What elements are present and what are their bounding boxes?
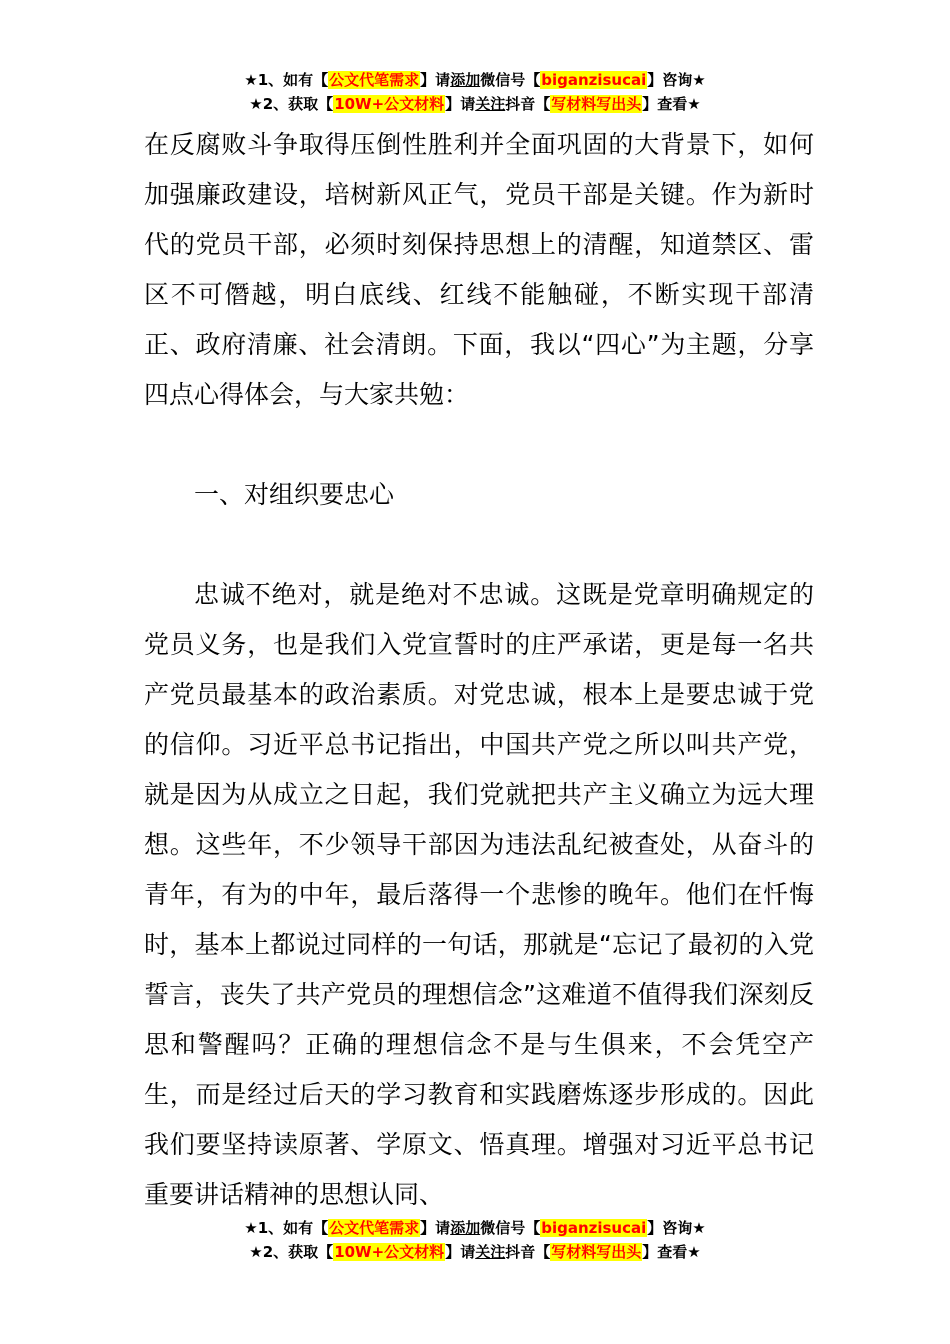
banner-highlight: biganzisucai — [541, 71, 647, 89]
banner-text: 】咨询★ — [647, 71, 706, 89]
banner-text: ★1、如有【 — [244, 1219, 329, 1237]
intro-paragraph: 在反腐败斗争取得压倒性胜利并全面巩固的大背景下，如何加强廉政建设，培树新风正气，党员干部是关键。作为新时代的党员干部，必须时刻保持思想上的清醒，知道禁区、雷区不可僭越，明白底线、红线不能触碰，不断实现干部清正、政府清廉、社会清朗。下面，我以“四心”为主题，分享四点心得体会，与大家共勉： — [144, 130, 814, 409]
banner-line-1 — [0, 1216, 950, 1240]
banner-highlight: 公文代笔需求 — [329, 1219, 420, 1237]
banner-highlight: 10W+公文材料 — [334, 95, 445, 113]
section-heading: 一、对组织要忠心 — [194, 480, 395, 509]
banner-text: 微信号【 — [480, 1219, 541, 1237]
banner-line-2 — [0, 1240, 950, 1264]
banner-text: 抖音【 — [505, 95, 551, 113]
banner-text: 】查看★ — [642, 1243, 701, 1261]
banner-line-2 — [0, 92, 950, 116]
section-paragraph: 忠诚不绝对，就是绝对不忠诚。这既是党章明确规定的党员义务，也是我们入党宣誓时的庄严承诺，更是每一名共产党员最基本的政治素质。对党忠诚，根本上是要忠诚于党的信仰。习近平总书记指出，中国共产党之所以叫共产党，就是因为从成立之日起，我们党就把共产主义确立为远大理想。这些年，不少领导干部因为违法乱纪被查处，从奋斗的青年，有为的中年，最后落得一个悲惨的晚年。他们在忏悔时，基本上都说过同样的一句话，那就是“忘记了最初的入党誓言，丧失了共产党员的理想信念”这难道不值得我们深刻反思和警醒吗？正确的理想信念不是与生俱来，不会凭空产生，而是经过后天的学习教育和实践磨炼逐步形成的。因此我们要坚持读原著、学原文、悟真理。增强对习近平总书记重要讲话精神的思想认同、 — [144, 580, 814, 1209]
banner-underline: 添加 — [450, 1219, 481, 1237]
banner-text: 】查看★ — [642, 95, 701, 113]
header-banner — [0, 68, 950, 116]
banner-highlight: 公文代笔需求 — [329, 71, 420, 89]
banner-text: 抖音【 — [505, 1243, 551, 1261]
banner-text: 】请 — [445, 1243, 476, 1261]
banner-highlight: 写材料写出头 — [551, 95, 642, 113]
banner-text: ★2、获取【 — [249, 95, 334, 113]
spacer — [144, 420, 814, 470]
banner-text: 微信号【 — [480, 71, 541, 89]
banner-underline: 关注 — [475, 1243, 506, 1261]
document-body — [144, 120, 814, 1220]
banner-text: 】咨询★ — [647, 1219, 706, 1237]
banner-text: 】请 — [445, 95, 476, 113]
banner-line-1 — [0, 68, 950, 92]
banner-highlight: 10W+公文材料 — [334, 1243, 445, 1261]
banner-text: ★1、如有【 — [244, 71, 329, 89]
banner-underline: 添加 — [450, 71, 481, 89]
banner-text: ★2、获取【 — [249, 1243, 334, 1261]
banner-text: 】请 — [420, 71, 451, 89]
banner-underline: 关注 — [475, 95, 506, 113]
banner-text: 】请 — [420, 1219, 451, 1237]
footer-banner — [0, 1216, 950, 1264]
banner-highlight: biganzisucai — [541, 1219, 647, 1237]
spacer — [144, 520, 814, 570]
banner-highlight: 写材料写出头 — [551, 1243, 642, 1261]
